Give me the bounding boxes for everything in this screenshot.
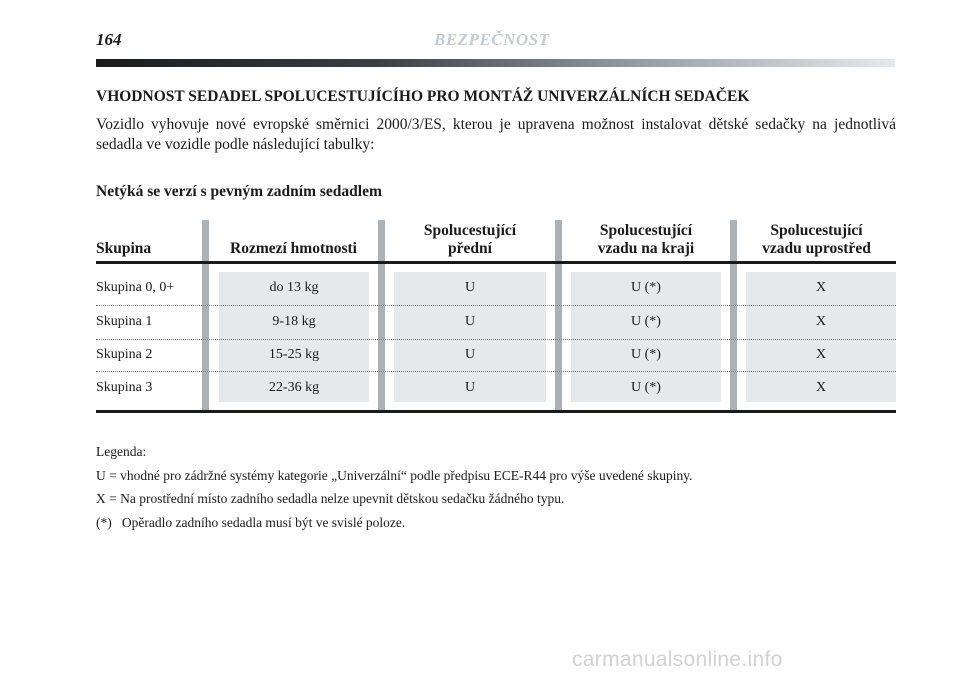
seat-suitability-table [96, 220, 896, 414]
table-bottom-rule [96, 410, 896, 413]
header-line2: vzadu uprostřed [762, 240, 871, 257]
cell-rear-outer: U (*) [631, 347, 661, 362]
header-rear-outer [562, 222, 730, 258]
cell-rear-center: X [815, 347, 827, 362]
cell-group: Skupina 2 [96, 347, 153, 362]
cell-front: U [464, 347, 476, 362]
row-divider [96, 371, 896, 372]
header-line1: Spolucestující [599, 222, 693, 239]
header-line1: Spolucestující [770, 222, 863, 239]
section-heading: VHODNOST SEDADEL SPOLUCESTUJÍCÍHO PRO MONTÁŽ UNIVERZÁLNÍCH SEDAČEK [96, 88, 750, 105]
cell-weight: 22-36 kg [268, 380, 320, 395]
legend-line: U = vhodné pro zádržné systémy kategorie „Univerzální“ podle předpisu ECE-R44 pro výše uvedené skupiny. [96, 467, 693, 483]
legend-title: Legenda: [96, 444, 147, 459]
cell-front: U [464, 314, 476, 329]
cell-rear-outer: U (*) [631, 380, 661, 395]
row-divider [96, 339, 896, 340]
cell-rear-center: X [815, 380, 827, 395]
cell-front: U [464, 380, 476, 395]
table-row [96, 274, 896, 302]
table-row [96, 308, 896, 336]
cell-weight: 9-18 kg [272, 314, 316, 329]
header-line2: Skupina [96, 240, 152, 257]
table-subheading: Netýká se verzí s pevným zadním sedadlem [96, 183, 382, 200]
chapter-title: BEZPEČNOST [434, 30, 550, 49]
header-line1 [209, 222, 378, 240]
header-group [96, 222, 202, 258]
cell-group: Skupina 1 [96, 314, 153, 329]
intro-paragraph: Vozidlo vyhovuje nové evropské směrnici 2000/3/ES, kterou je upravena možnost instalovat dětské sedačky na jednotlivá sedadla ve vozidle podle následující tabulky: [96, 116, 896, 153]
cell-weight: 15-25 kg [268, 347, 320, 362]
cell-rear-center: X [815, 280, 827, 295]
cell-rear-outer: U (*) [631, 280, 661, 295]
watermark: carmanualsonline.info [572, 648, 783, 671]
header-line2: vzadu na kraji [597, 240, 695, 257]
cell-group: Skupina 0, 0+ [96, 280, 175, 295]
header-line1 [96, 222, 202, 240]
cell-front: U [464, 280, 476, 295]
table-row [96, 341, 896, 369]
header-rear-center [737, 222, 896, 258]
header-weight [209, 222, 378, 258]
row-divider [96, 305, 896, 306]
cell-weight: do 13 kg [269, 280, 319, 295]
header-rule [96, 59, 895, 67]
legend-line: (*) Opěradlo zadního sedadla musí být ve svislé poloze. [96, 514, 406, 530]
cell-rear-center: X [815, 314, 827, 329]
page-number: 164 [96, 30, 122, 49]
legend [96, 440, 692, 534]
header-front-passenger [385, 222, 555, 258]
cell-rear-outer: U (*) [631, 314, 661, 329]
header-line1: Spolucestující [423, 222, 517, 239]
header-line2: Rozmezí hmotnosti [230, 240, 357, 257]
header-divider [96, 261, 896, 264]
table-row [96, 374, 896, 402]
header-line2: přední [448, 240, 492, 257]
legend-line: X = Na prostřední místo zadního sedadla nelze upevnit dětskou sedačku žádného typu. [96, 491, 565, 506]
cell-group: Skupina 3 [96, 380, 153, 395]
